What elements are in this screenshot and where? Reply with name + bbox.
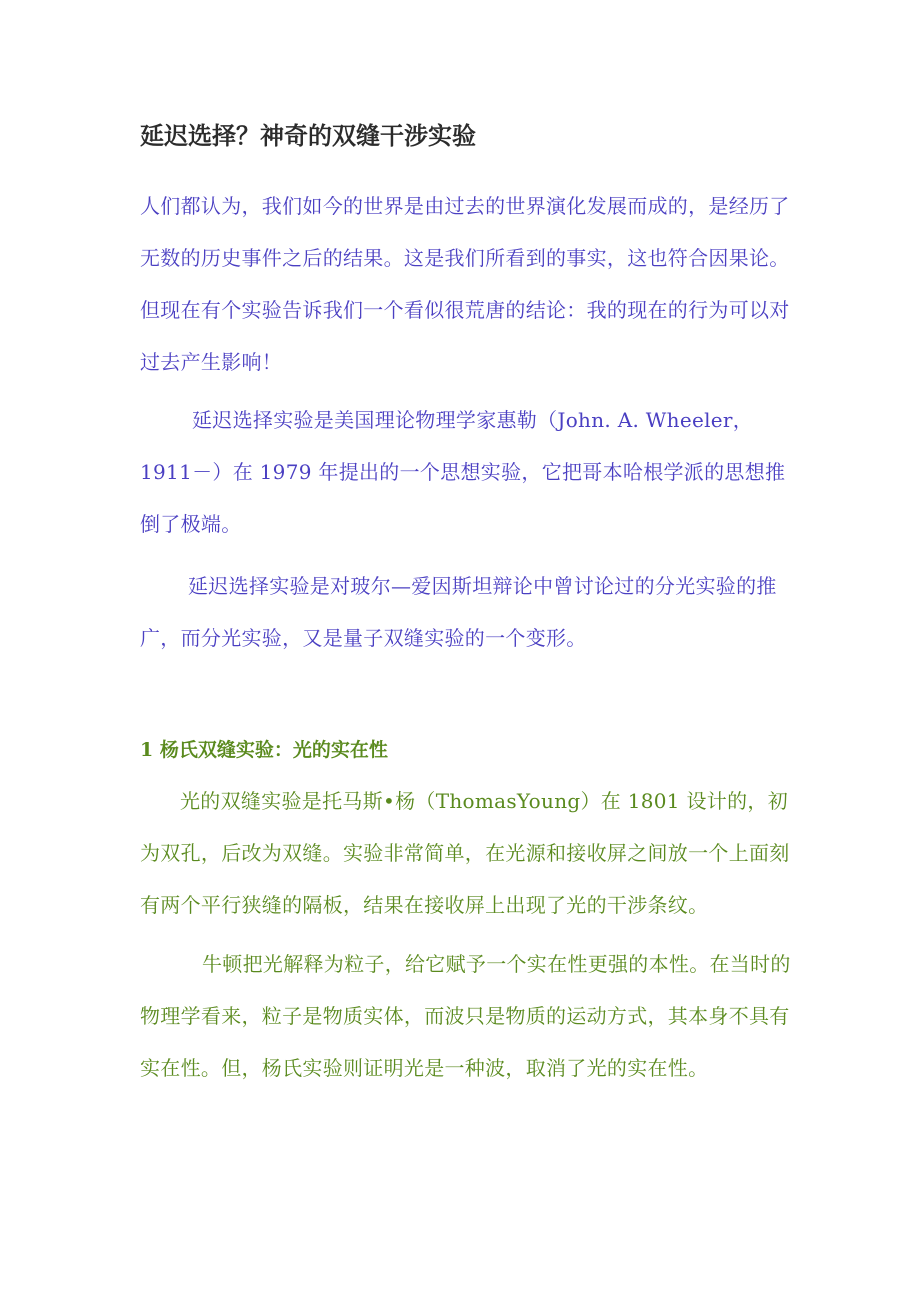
newton-paragraph: 牛顿把光解释为粒子，给它赋予一个实在性更强的本性。在当时的物理学看来，粒子是物质实体，而波只是物质的运动方式，其本身不具有实在性。但，杨氏实验则证明光是一种波，取消了光的实在性。 [140,952,791,1080]
wheeler-paragraph: 延迟选择实验是美国理论物理学家惠勒（John. A. Wheeler，1911－）在 1979 年提出的一个思想实验，它把哥本哈根学派的思想推倒了极端。 [140,408,786,536]
document-title: 延迟选择？神奇的双缝干涉实验 [140,122,476,150]
section-heading: 1 杨氏双缝实验：光的实在性 [140,739,388,761]
intro-paragraph: 人们都认为，我们如今的世界是由过去的世界演化发展而成的，是经历了无数的历史事件之后的结果。这是我们所看到的事实，这也符合因果论。但现在有个实验告诉我们一个看似很荒唐的结论：我的现在的行为可以对过去产生影响！ [140,194,790,374]
beam-splitter-paragraph: 延迟选择实验是对玻尔—爱因斯坦辩论中曾讨论过的分光实验的推广，而分光实验，又是量子双缝实验的一个变形。 [140,574,777,650]
young-experiment-paragraph: 光的双缝实验是托马斯•杨（ThomasYoung）在 1801 设计的，初为双孔，后改为双缝。实验非常简单，在光源和接收屏之间放一个上面刻有两个平行狭缝的隔板，结果在接收屏上出现了光的干涉条纹。 [140,789,790,917]
